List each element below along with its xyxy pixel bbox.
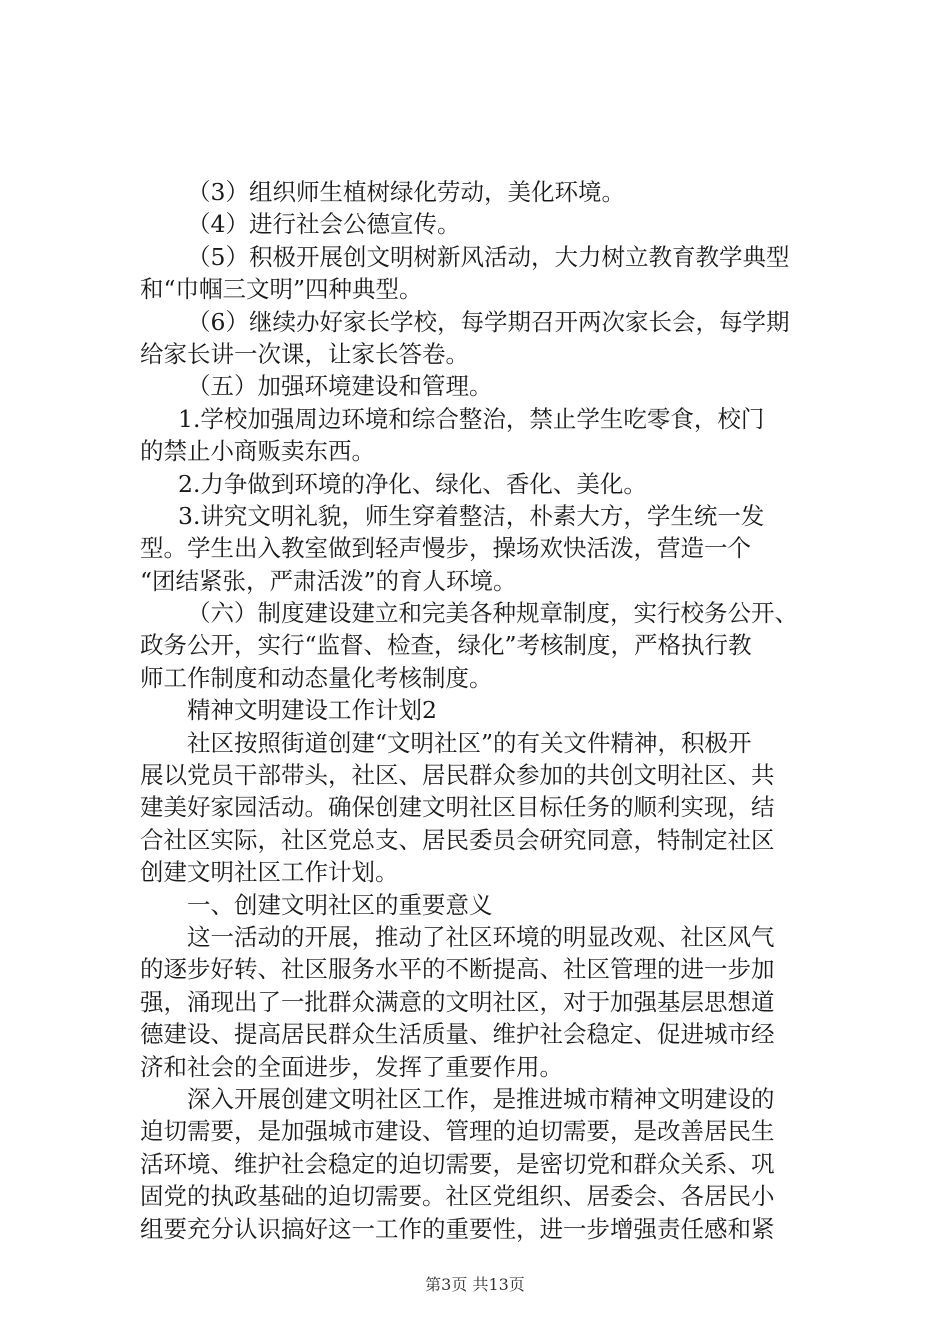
text-line: 政务公开，实行“监督、检查，绿化”考核制度，严格执行教 [140,631,752,660]
text-line: 固党的执政基础的迫切需要。社区党组织、居委会、各居民小 [140,1182,775,1211]
text-line: 合社区实际，社区党总支、居民委员会研究同意，特制定社区 [140,825,775,854]
text-line: （五）加强环境建设和管理。 [187,372,493,401]
page-footer: 第3页 共13页 [425,1275,525,1294]
text-line: 这一活动的开展，推动了社区环境的明显改观、社区风气 [187,922,775,951]
text-line: 迫切需要，是加强城市建设、管理的迫切需要，是改善居民生 [140,1117,775,1146]
text-line: 师工作制度和动态量化考核制度。 [140,663,493,692]
text-line: 活环境、维护社会稳定的迫切需要，是密切党和群众关系、巩 [140,1149,775,1178]
text-line: 给家长讲一次课，让家长答卷。 [140,339,469,368]
text-line: 展以党员干部带头，社区、居民群众参加的共创文明社区、共 [140,761,775,790]
text-line: 强，涌现出了一批群众满意的文明社区，对于加强基层思想道 [140,987,775,1016]
text-line: 建美好家园活动。确保创建文明社区目标任务的顺利实现，结 [140,793,775,822]
text-line: “团结紧张，严肃活泼”的育人环境。 [140,566,517,595]
text-line: （3）组织师生植树绿化劳动，美化环境。 [187,178,625,206]
text-line: （6）继续办好家长学校，每学期召开两次家长会，每学期 [187,307,790,336]
text-line: 组要充分认识搞好这一工作的重要性，进一步增强责任感和紧 [140,1214,775,1243]
document-body [140,176,840,1245]
text-line: 型。学生出入教室做到轻声慢步，操场欢快活泼，营造一个 [140,534,751,563]
text-line: 1.学校加强周边环境和综合整治，禁止学生吃零食，校门 [178,404,765,433]
text-line: （六）制度建设建立和完美各种规章制度，实行校务公开、 [187,599,798,628]
text-line: 3.讲究文明礼貌，师生穿着整洁，朴素大方，学生统一发 [178,501,765,530]
text-line: 2.力争做到环境的净化、绿化、香化、美化。 [178,469,647,498]
text-line: 精神文明建设工作计划2 [187,696,437,725]
text-line: （5）积极开展创文明树新风活动，大力树立教育教学典型 [187,242,790,271]
text-line: 的逐步好转、社区服务水平的不断提高、社区管理的进一步加 [140,955,775,984]
text-line: 的禁止小商贩卖东西。 [140,437,375,466]
text-line: 德建设、提高居民群众生活质量、维护社会稳定、促进城市经 [140,1020,775,1049]
text-line: （4）进行社会公德宣传。 [187,210,461,239]
text-line: 社区按照街道创建“文明社区”的有关文件精神，积极开 [187,728,752,757]
text-line: 一、创建文明社区的重要意义 [187,890,493,919]
text-line: 深入开展创建文明社区工作，是推进城市精神文明建设的 [187,1084,775,1113]
text-line: 创建文明社区工作计划。 [140,858,399,887]
text-line: 济和社会的全面进步，发挥了重要作用。 [140,1052,563,1081]
text-line: 和“巾帼三文明”四种典型。 [140,275,423,304]
